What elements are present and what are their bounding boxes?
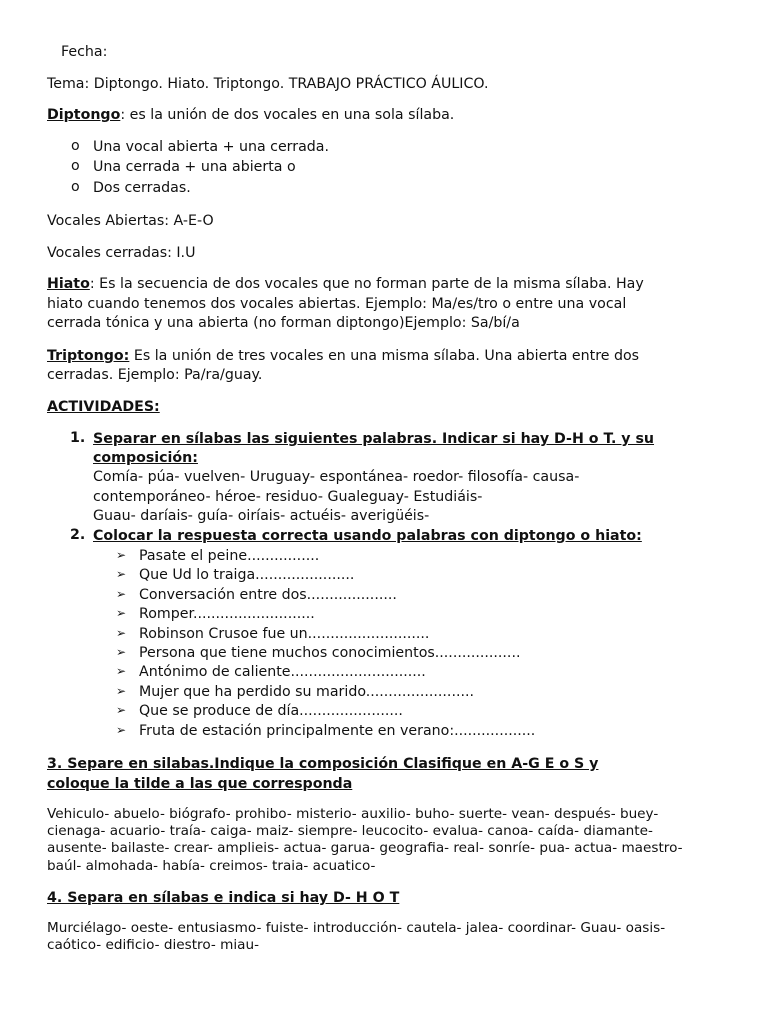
bullet-marker: o xyxy=(71,158,80,174)
list-item: Romper........................... xyxy=(139,606,315,623)
activity-number: 1. xyxy=(70,430,86,446)
list-item: Persona que tiene muchos conocimientos................... xyxy=(139,645,521,661)
arrow-bullet-icon: ➢ xyxy=(116,664,127,679)
activity-3-words xyxy=(47,806,721,875)
arrow-bullet-icon: ➢ xyxy=(116,703,127,718)
text-line: caótico- edificio- diestro- miau- xyxy=(47,937,260,954)
arrow-bullet-icon: ➢ xyxy=(116,586,127,601)
triptongo-term: Triptongo: xyxy=(47,348,130,364)
activity-2-title: Colocar la respuesta correcta usando palabras con diptongo o hiato: xyxy=(93,528,642,544)
arrow-bullet-icon: ➢ xyxy=(116,683,127,698)
bullet-marker: o xyxy=(71,138,80,154)
actividades-heading: ACTIVIDADES: xyxy=(47,399,160,415)
triptongo-text-line: Es la unión de tres vocales en una misma sílaba. Una abierta entre dos xyxy=(129,348,640,364)
hiato-text-line: cerrada tónica y una abierta (no forman diptongo)Ejemplo: Sa/bí/a xyxy=(47,315,520,331)
vocales-cerradas: Vocales cerradas: I.U xyxy=(47,245,196,261)
fecha-label: Fecha: xyxy=(61,44,108,60)
arrow-bullet-icon: ➢ xyxy=(116,606,127,621)
vocales-abiertas: Vocales Abiertas: A-E-O xyxy=(47,213,214,229)
arrow-bullet-icon: ➢ xyxy=(116,645,127,659)
list-item: Que Ud lo traiga...................... xyxy=(139,567,355,584)
list-item: Una cerrada + una abierta o xyxy=(93,159,296,175)
activity-1-words: Comía- púa- vuelven- Uruguay- espontánea- roedor- filosofía- causa- xyxy=(93,469,580,485)
text-line: Vehiculo- abuelo- biógrafo- prohibo- misterio- auxilio- buho- suerte- vean- después- buey- xyxy=(47,806,659,822)
activity-4-title: 4. Separa en sílabas e indica si hay D- H O T xyxy=(47,890,400,906)
list-item: Una vocal abierta + una cerrada. xyxy=(93,139,330,155)
diptongo-term: Diptongo xyxy=(47,107,121,123)
tema-line: Tema: Diptongo. Hiato. Triptongo. TRABAJO PRÁCTICO ÁULICO. xyxy=(47,76,489,92)
hiato-text-line: hiato cuando tenemos dos vocales abiertas. Ejemplo: Ma/es/tro o entre una vocal xyxy=(47,296,627,312)
activity-1-words: Guau- daríais- guía- oiríais- actuéis- averigüéis- xyxy=(93,508,430,524)
text-line: Murciélago- oeste- entusiasmo- fuiste- introducción- cautela- jalea- coordinar- Guau- oasis- xyxy=(47,920,666,936)
list-item: Mujer que ha perdido su marido........................ xyxy=(139,683,474,700)
activity-number: 2. xyxy=(70,527,86,543)
list-item: Pasate el peine................ xyxy=(139,548,320,564)
text-line: cienaga- acuario- traía- caiga- maiz- siempre- leucocito- evalua- canoa- caída- diamante- xyxy=(47,823,653,840)
list-item: Conversación entre dos.................... xyxy=(139,586,397,603)
bullet-marker: o xyxy=(71,179,80,195)
triptongo-text-line: cerradas. Ejemplo: Pa/ra/guay. xyxy=(47,367,263,383)
activity-3-title: coloque la tilde a las que corresponda xyxy=(47,776,353,792)
activity-3-title: 3. Separe en silabas.Indique la composición Clasifique en A-G E o S y xyxy=(47,756,599,772)
list-item: Antónimo de caliente.............................. xyxy=(139,664,426,681)
arrow-bullet-icon: ➢ xyxy=(116,722,127,737)
hiato-text-line: : Es la secuencia de dos vocales que no forman parte de la misma sílaba. Hay xyxy=(89,276,644,292)
list-item: Que se produce de día....................... xyxy=(139,703,403,720)
text-line: ausente- bailaste- crear- amplieis- actua- garua- geografia- real- sonríe- pua- actua- maestro- xyxy=(47,840,683,857)
activity-4-words xyxy=(47,920,721,954)
list-item: Fruta de estación principalmente en verano:.................. xyxy=(139,722,536,739)
list-item: Dos cerradas. xyxy=(93,180,191,196)
hiato-term: Hiato xyxy=(47,276,90,292)
arrow-bullet-icon: ➢ xyxy=(116,625,127,640)
arrow-bullet-icon: ➢ xyxy=(116,548,127,562)
activity-1-title: composición: xyxy=(93,450,198,466)
diptongo-text: : es la unión de dos vocales en una sola sílaba. xyxy=(120,107,455,123)
list-item: Robinson Crusoe fue un........................... xyxy=(139,625,430,642)
activity-1-words: contemporáneo- héroe- residuo- Gualeguay- Estudiáis- xyxy=(93,489,483,505)
diptongo-definition xyxy=(47,106,454,125)
arrow-bullet-icon: ➢ xyxy=(116,567,127,582)
text-line: baúl- almohada- había- creimos- traia- acuatico- xyxy=(47,857,376,874)
activity-1-title: Separar en sílabas las siguientes palabras. Indicar si hay D-H o T. y su xyxy=(93,431,655,447)
